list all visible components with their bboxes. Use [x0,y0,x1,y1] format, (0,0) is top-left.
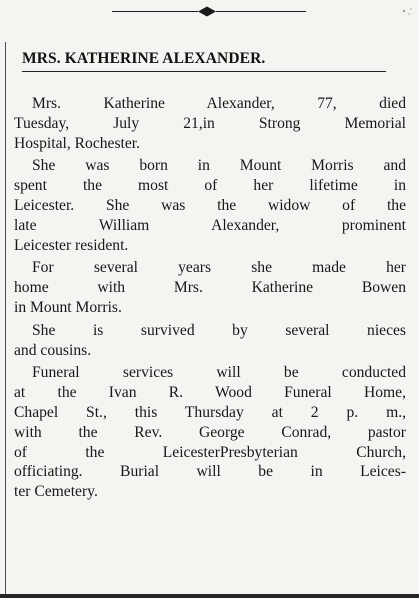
text-line: She is survived by several nieces [32,321,406,339]
text-line: Funeral services will be conducted [32,364,406,382]
text-line: and cousins. [14,341,92,359]
text-line: with the Rev. George Conrad, pastor [14,423,406,441]
text-line: Tuesday, July 21,in Strong Memorial [14,114,406,132]
top-rule-left [112,11,198,12]
article-paragraph [14,258,406,317]
text-line: of the LeicesterPresbyterian Church, [14,443,406,461]
text-line: spent the most of her lifetime in [14,177,406,195]
text-line: Chapel St., this Thursday at 2 p. m., [14,403,406,421]
text-line: home with Mrs. Katherine Bowen [14,279,406,297]
text-line: Mrs. Katherine Alexander, 77, died [32,95,406,112]
article-paragraph [14,363,406,502]
article-paragraph [14,321,406,361]
text-line: ter Cemetery. [14,483,98,501]
article-paragraph [14,94,406,153]
article-headline: MRS. KATHERINE ALEXANDER. [22,50,266,67]
text-line: late William Alexander, prominent [14,216,406,234]
bottom-edge [0,594,419,598]
ink-smudge [400,6,414,20]
ornament-dot [198,6,216,17]
article-paragraph [14,156,406,255]
headline-rule [22,71,386,72]
text-line: For several years she made her [32,259,406,277]
text-line: in Mount Morris. [14,298,122,316]
column-edge [5,42,6,594]
text-line: Hospital, Rochester. [14,134,141,152]
text-line: at the Ivan R. Wood Funeral Home, [14,384,406,402]
top-rule-right [216,11,306,12]
text-line: She was born in Mount Morris and [32,157,406,175]
text-line: Leicester resident. [14,236,129,254]
text-line: Leicester. She was the widow of the [14,196,406,214]
article-body [14,94,406,502]
text-line: officiating. Burial will be in Leices- [14,463,406,481]
